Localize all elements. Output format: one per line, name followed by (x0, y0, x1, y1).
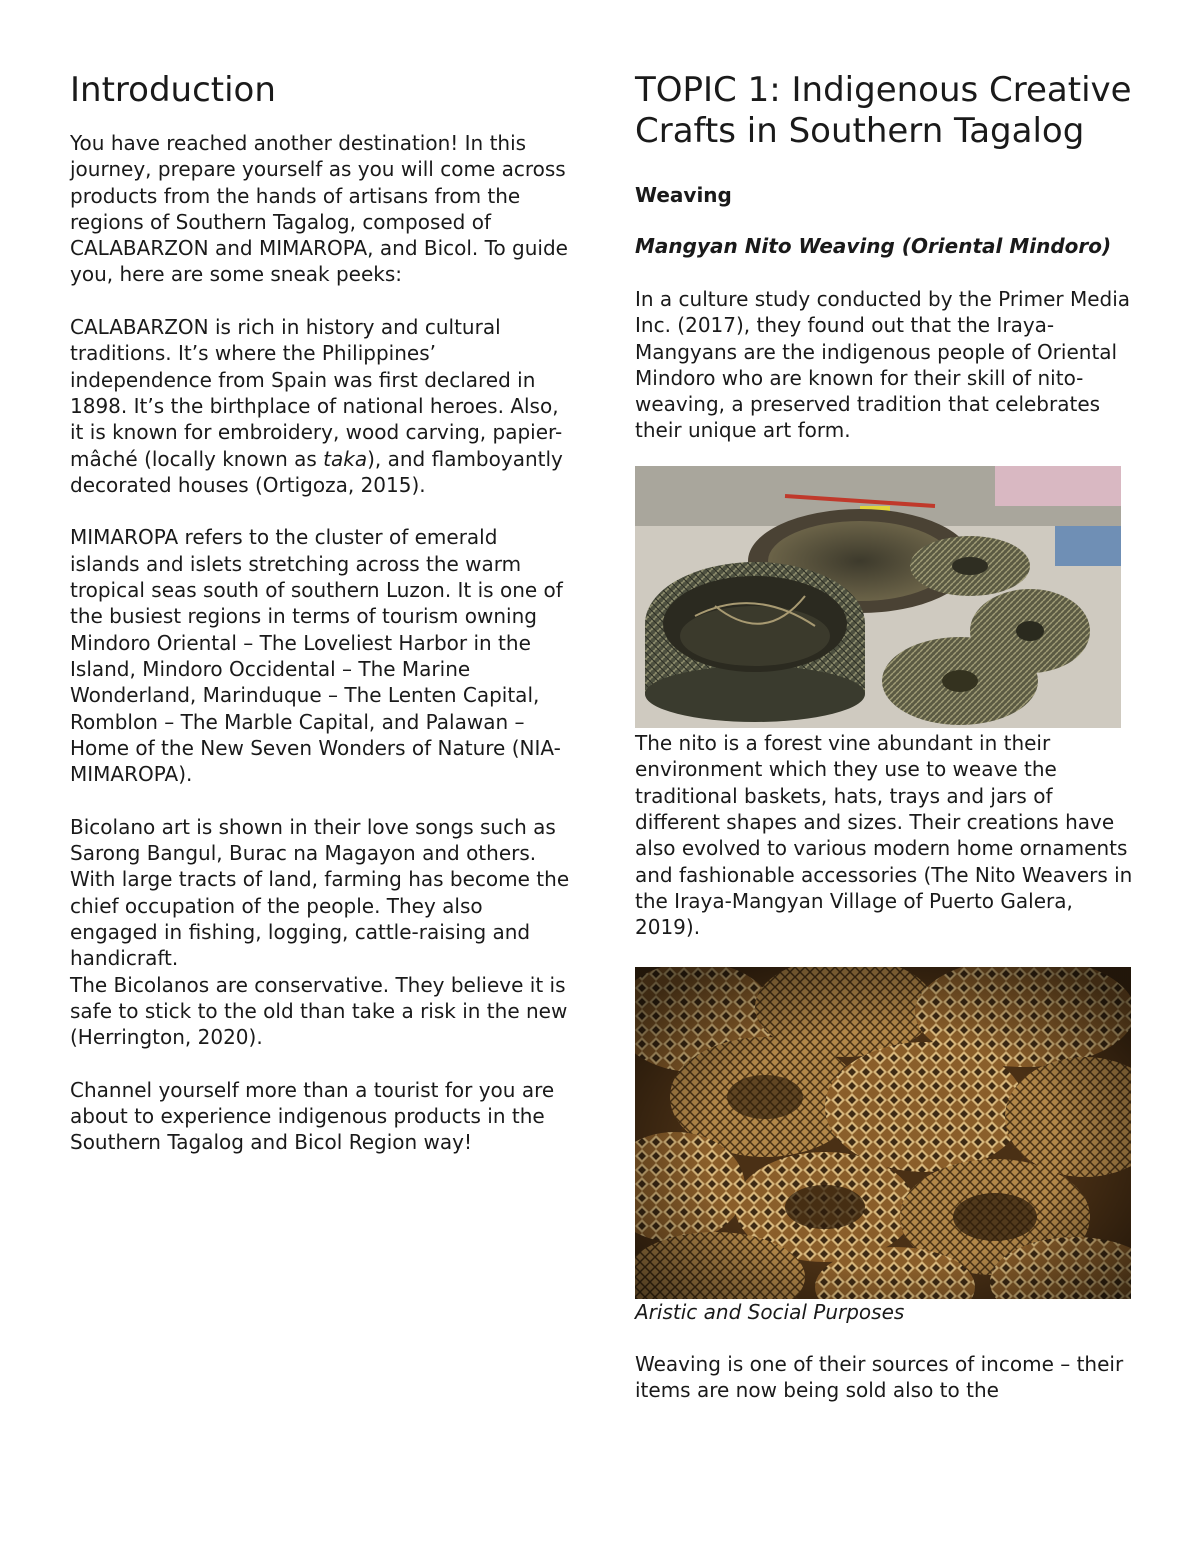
calabarzon-text-a: CALABARZON is rich in history and cultural traditions. It’s where the Philippines’ independence from Spain was first declared in 1898. It’s the birthplace of national heroes. Also, it is known for embroidery, wood carving, papier-mâché (locally known as (70, 315, 563, 471)
calabarzon-paragraph (70, 314, 570, 498)
weaving-subheading: Weaving (635, 183, 732, 207)
nito-vine-paragraph: The nito is a forest vine abundant in their environment which they use to weave the traditional baskets, hats, trays and jars of different shapes and sizes. Their creations have also evolved to various modern home ornaments and fashionable accessories (The Nito Weavers in the Iraya-Mangyan Village of Puerto Galera, 2019). (635, 731, 1133, 940)
closing-paragraph: Channel yourself more than a tourist for you are about to experience indigenous products in the Southern Tagalog and Bicol Region way! (70, 1077, 555, 1155)
calabarzon-text-b: ), and flamboyantly decorated houses (Ortigoza, 2015). (70, 446, 563, 497)
right-column (635, 70, 1135, 1404)
introduction-heading: Introduction (70, 70, 276, 110)
woven-baskets-photo (635, 967, 1131, 1299)
bicolanos-conservative-paragraph: The Bicolanos are conservative. They believe it is safe to stick to the old than take a risk in the new (Herrington, 2020). (70, 972, 568, 1050)
weaving-income-paragraph: Weaving is one of their sources of income – their items are now being sold also to the (635, 1352, 1124, 1403)
nito-baskets-photo (635, 466, 1121, 728)
mangyan-subheading: Mangyan Nito Weaving (Oriental Mindoro) (635, 234, 1112, 258)
taka-term: taka (323, 446, 368, 471)
mimaropa-paragraph: MIMAROPA refers to the cluster of emerald islands and islets stretching across the warm tropical seas south of southern Luzon. It is one of the busiest regions in terms of tourism owning Mindoro Oriental – The Loveliest Harbor in the Island, Mindoro Occidental – The Marine Wonderland, Marinduque – The Lenten Capital, Romblon – The Marble Capital, and Palawan – Home of the New Seven Wonders of Nature (NIA-MIMAROPA). (70, 525, 563, 787)
photo-caption: Aristic and Social Purposes (635, 1299, 905, 1324)
culture-study-paragraph: In a culture study conducted by the Primer Media Inc. (2017), they found out that the Iraya-Mangyans are the indigenous people of Oriental Mindoro who are known for their skill of nito-weaving, a preserved tradition that celebrates their unique art form. (635, 287, 1131, 443)
left-column (70, 70, 570, 1182)
intro-paragraph: You have reached another destination! In this journey, prepare yourself as you will come across products from the hands of artisans from the regions of Southern Tagalog, composed of CALABARZON and MIMAROPA, and Bicol. To guide you, here are some sneak peeks: (70, 131, 568, 287)
bicolano-paragraph: Bicolano art is shown in their love songs such as Sarong Bangul, Burac na Magayon and others. With large tracts of land, farming has become the chief occupation of the people. They also engaged in fishing, logging, cattle-raising and handicraft. (70, 814, 570, 971)
topic-heading: TOPIC 1: Indigenous Creative Crafts in Southern Tagalog (635, 70, 1132, 151)
